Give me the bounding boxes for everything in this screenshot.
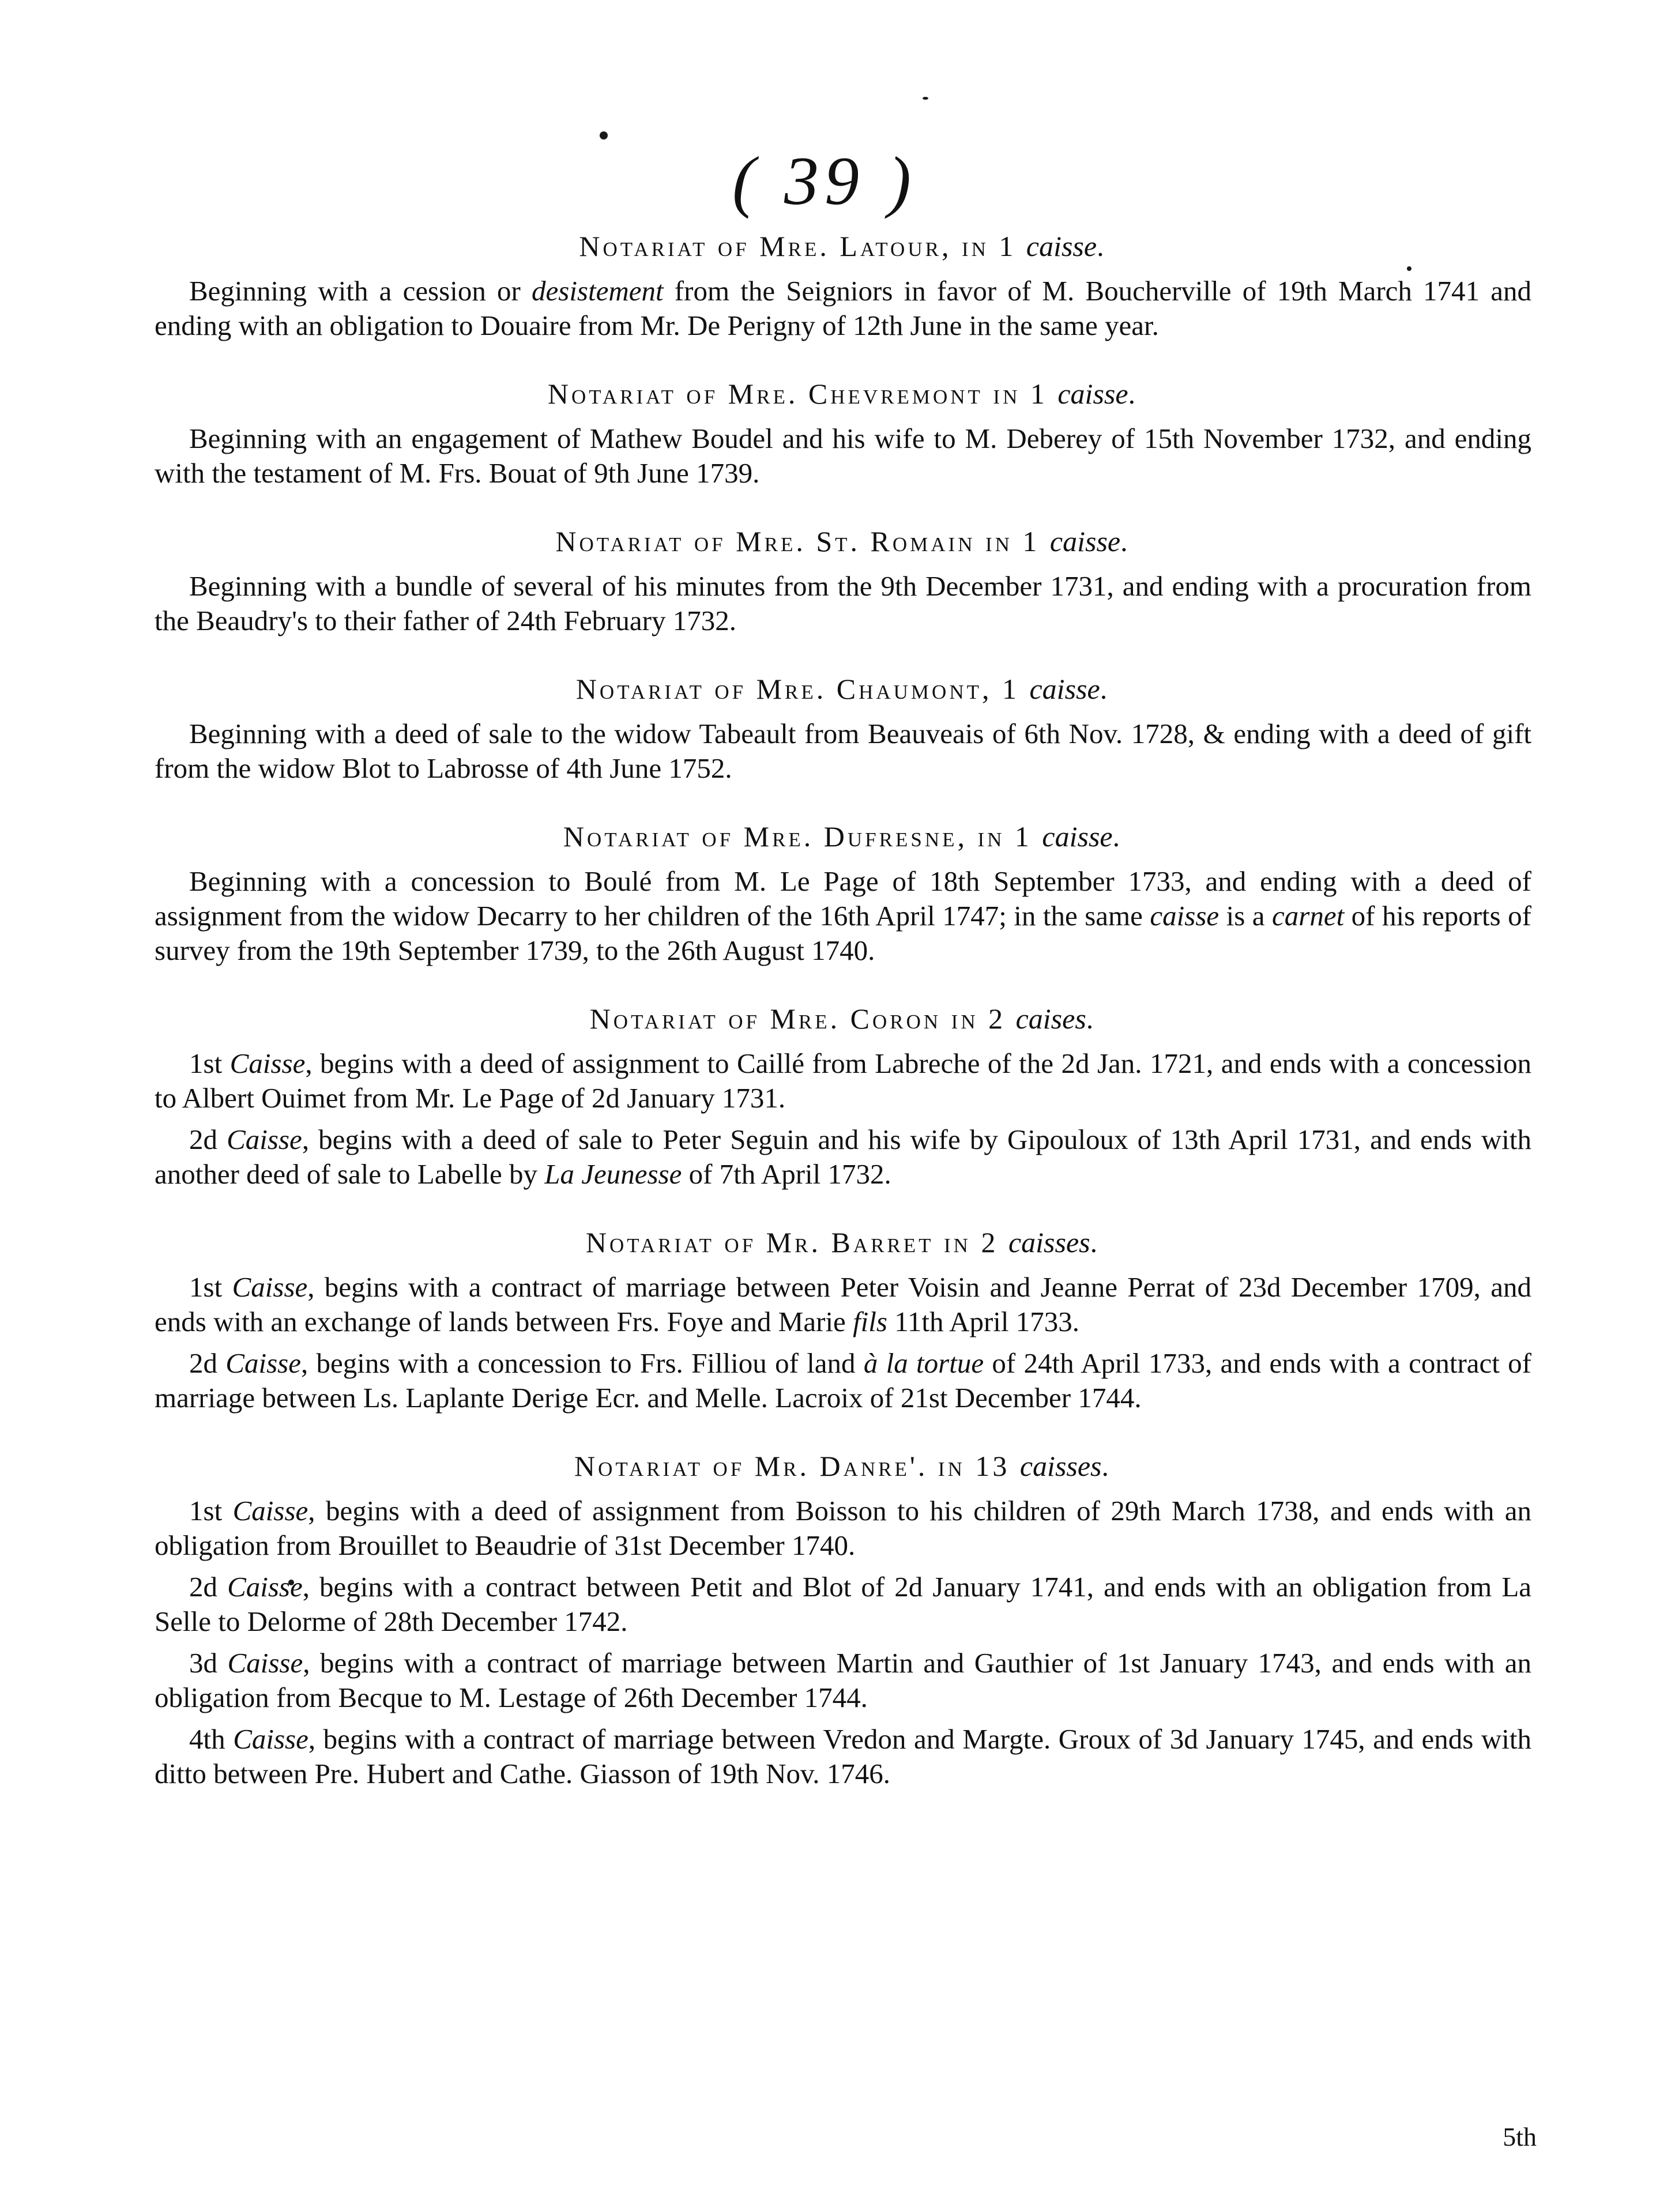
text-run: Beginning with an engagement of Mathew Boudel and his wife to M. Deberey of 15th November 1732, and ending with the testament of M. Frs. Bouat of 9th June 1739. — [155, 423, 1531, 489]
entry-paragraph — [155, 1494, 1531, 1563]
text-run: . — [1101, 1450, 1112, 1482]
text-run: 2d — [189, 1124, 227, 1155]
section-heading — [155, 818, 1531, 855]
italic-run: Caisse — [232, 1271, 308, 1303]
text-run: of 24th April 1733, and ends with a contract of marriage between Ls. Laplante Derige Ecr. and Melle. Lacroix of 21st December 1744. — [155, 1347, 1531, 1414]
text-run: 1st — [189, 1047, 230, 1079]
italic-run: caisse — [1150, 900, 1219, 932]
entry-paragraph — [155, 1646, 1531, 1715]
italic-run: Caisse — [225, 1347, 301, 1379]
entry-paragraph — [155, 1122, 1531, 1192]
text-run: Notariat of Mre. Latour, in 1 — [579, 230, 1026, 262]
text-run: Beginning with a cession or — [189, 275, 532, 307]
italic-run: Caisse — [233, 1723, 308, 1755]
text-run: . — [1090, 1226, 1101, 1258]
text-run: 11th April 1733. — [887, 1306, 1080, 1337]
italic-run: carnet — [1272, 900, 1345, 932]
italic-run: caisse — [1029, 673, 1100, 705]
italic-run: fils — [853, 1306, 887, 1337]
text-run: Beginning with a concession to Boulé from M. Le Page of 18th September 1733, and ending with a deed of assignment from the widow Decarry to her children of the 16th April 1747; in the same — [155, 865, 1531, 932]
section-heading — [155, 523, 1531, 560]
text-run: Notariat of Mre. St. Romain in 1 — [555, 525, 1050, 557]
text-run: , begins with a contract of marriage between Peter Voisin and Jeanne Perrat of 23d December 1709, and ends with an exchange of lands between Frs. Foye and Marie — [155, 1271, 1531, 1337]
italic-run: Caisse — [229, 1047, 306, 1079]
text-run: of his reports of survey from the 19th September 1739, to the 26th August 1740. — [155, 900, 1531, 966]
entry-paragraph — [155, 569, 1531, 638]
text-run: Beginning with a deed of sale to the widow Tabeault from Beauveais of 6th Nov. 1728, & ending with a deed of gift from the widow Blot to Labrosse of 4th June 1752. — [155, 718, 1531, 784]
text-run: . — [1112, 820, 1123, 853]
text-run: Notariat of Mre. Chevremont in 1 — [547, 378, 1058, 410]
text-run: of 7th April 1732. — [682, 1158, 891, 1190]
italic-run: à la tortue — [863, 1347, 984, 1379]
page-number: ( 39 ) — [732, 142, 917, 219]
text-run: from the Seigniors in favor of M. Boucherville of 19th March 1741 and ending with an obligation to Douaire from Mr. De Perigny of 12th June in the same year. — [155, 275, 1531, 341]
text-run: . — [1120, 525, 1131, 557]
section-heading — [155, 1448, 1531, 1484]
text-run: . — [1097, 230, 1107, 262]
text-run: , begins with a contract of marriage between Martin and Gauthier of 1st January 1743, and ends with an obligation from Becque to M. Lestage of 26th December 1744. — [155, 1647, 1532, 1713]
text-run: , begins with a concession to Frs. Filliou of land — [300, 1347, 864, 1379]
text-run: , begins with a deed of assignment from Boisson to his children of 29th March 1738, and ends with an obligation from Brouillet to Beaudrie of 31st December 1740. — [155, 1495, 1531, 1561]
ink-speck — [600, 131, 608, 140]
entry-paragraph — [155, 717, 1531, 786]
catchword: 5th — [1503, 2122, 1537, 2151]
italic-run: La Jeunesse — [544, 1158, 682, 1190]
italic-run: caisse — [1057, 378, 1128, 410]
section-heading — [155, 375, 1531, 412]
italic-run: caisses — [1008, 1226, 1090, 1258]
entry-paragraph — [155, 421, 1531, 491]
text-run: 4th — [189, 1723, 234, 1755]
entry-paragraph — [155, 1570, 1531, 1639]
entry-paragraph — [155, 1722, 1531, 1791]
text-run: . — [1128, 378, 1139, 410]
document-body — [155, 228, 1531, 1823]
text-run: is a — [1219, 900, 1273, 932]
text-run: Notariat of Mr. Danre'. in 13 — [574, 1450, 1020, 1482]
text-run: Notariat of Mre. Coron in 2 — [589, 1003, 1016, 1035]
section-heading — [155, 1224, 1531, 1261]
italic-run: Caisse — [227, 1124, 302, 1155]
text-run: . — [1086, 1003, 1097, 1035]
italic-run: Caisse — [232, 1495, 308, 1527]
text-run: , begins with a deed of assignment to Caillé from Labreche of the 2d Jan. 1721, and ends with a concession to Albert Ouimet from Mr. Le Page of 2d January 1731. — [155, 1047, 1531, 1114]
entry-paragraph — [155, 864, 1531, 968]
italic-run: Caisse — [227, 1647, 303, 1679]
text-run: 1st — [189, 1495, 233, 1527]
italic-run: Caisse — [227, 1571, 303, 1603]
text-run: , begins with a contract between Petit and Blot of 2d January 1741, and ends with an obligation from La Selle to Delorme of 28th December 1742. — [155, 1571, 1531, 1637]
entry-paragraph — [155, 1270, 1531, 1339]
italic-run: desistement — [532, 275, 664, 307]
entry-paragraph — [155, 274, 1531, 343]
ink-speck — [923, 97, 928, 100]
italic-run: caises — [1015, 1003, 1086, 1035]
text-run: Notariat of Mre. Dufresne, in 1 — [563, 820, 1042, 853]
text-run: 2d — [189, 1571, 228, 1603]
entry-paragraph — [155, 1346, 1531, 1415]
section-heading — [155, 228, 1531, 265]
text-run: Notariat of Mr. Barret in 2 — [585, 1226, 1008, 1258]
italic-run: caisse — [1049, 525, 1121, 557]
text-run: Notariat of Mre. Chaumont, 1 — [575, 673, 1030, 705]
text-run: , begins with a deed of sale to Peter Seguin and his wife by Gipouloux of 13th April 1731, and ends with another deed of sale to Labelle by — [155, 1124, 1531, 1190]
text-run: 3d — [189, 1647, 228, 1679]
text-run: , begins with a contract of marriage between Vredon and Margte. Groux of 3d January 1745, and ends with ditto between Pre. Hubert and Cathe. Giasson of 19th Nov. 1746. — [155, 1723, 1531, 1789]
italic-run: caisse — [1042, 820, 1113, 853]
text-run: Beginning with a bundle of several of his minutes from the 9th December 1731, and ending with a procuration from the Beaudry's to their father of 24th February 1732. — [155, 570, 1531, 636]
text-run: . — [1100, 673, 1111, 705]
entry-paragraph — [155, 1046, 1531, 1116]
text-run: 1st — [189, 1271, 232, 1303]
section-heading — [155, 1000, 1531, 1037]
text-run: 2d — [189, 1347, 226, 1379]
italic-run: caisses — [1019, 1450, 1102, 1482]
italic-run: caisse — [1026, 230, 1097, 262]
section-heading — [155, 670, 1531, 707]
